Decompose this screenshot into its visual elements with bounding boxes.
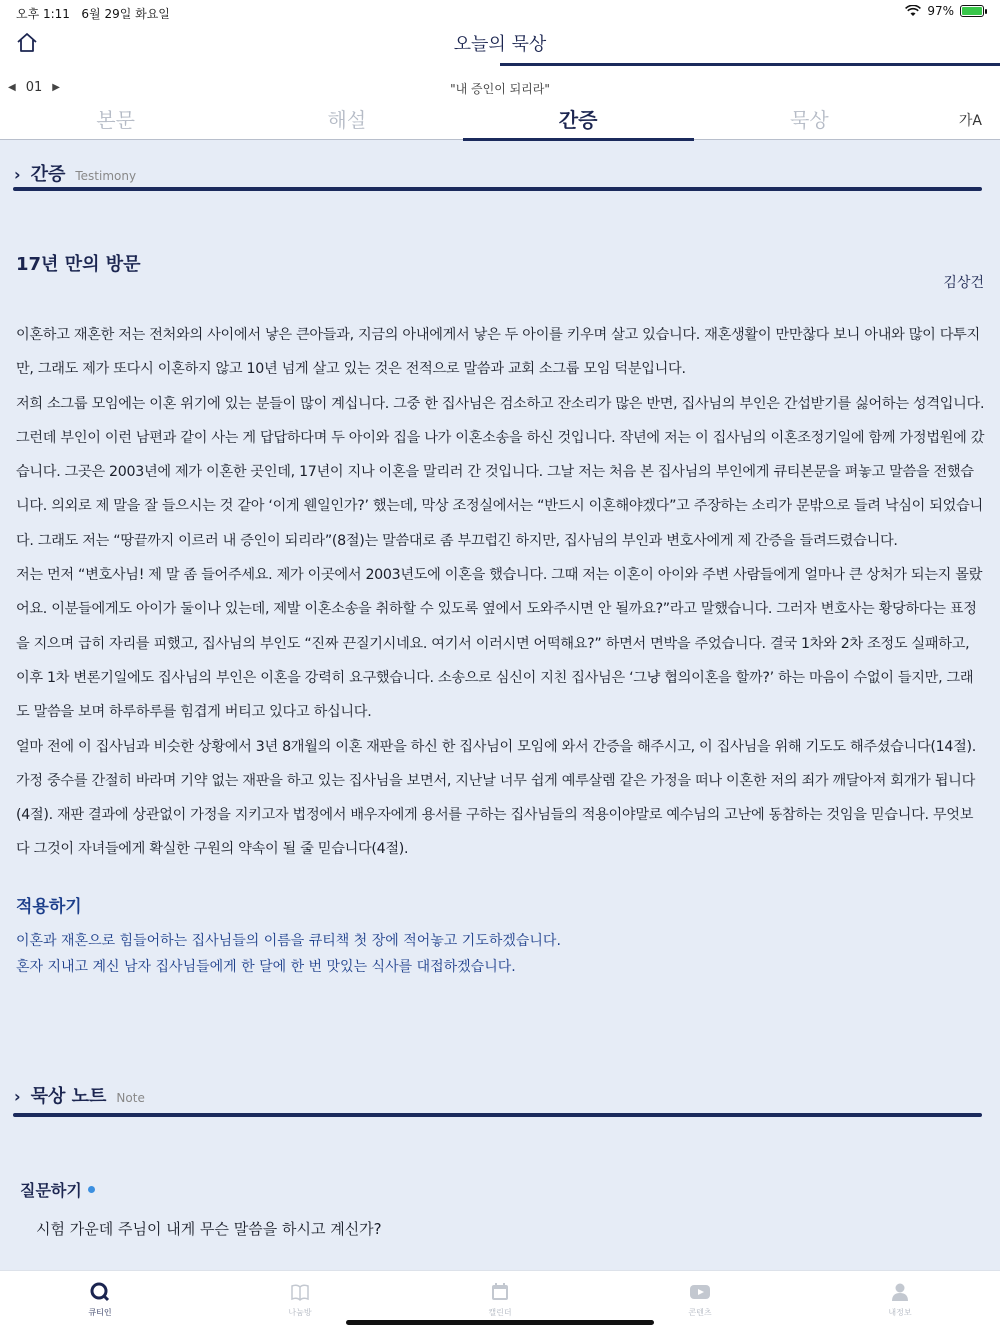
question-title-label: 질문하기	[20, 1181, 82, 1200]
next-arrow-icon[interactable]: ▶	[52, 82, 60, 93]
home-indicator[interactable]	[346, 1320, 654, 1325]
paragraph: 이혼하고 재혼한 저는 전처와의 사이에서 낳은 큰아들과, 지금의 아내에게서 낳은 두 아이를 키우며 살고 있습니다. 재혼생활이 만만찮다 보니 아내와 많이 다투지만, 그래도 제가 또다시 이혼하지 않고 10년 넘게 살고 있는 것은 전적으로 말씀과 교회 소그룹 모임 덕분입니다.	[16, 327, 980, 378]
verse-title: "내 증인이 되리라"	[450, 82, 550, 96]
apply-item: 이혼과 재혼으로 힘들어하는 집사님들의 이름을 큐티책 첫 장에 적어놓고 기도하겠습니다.	[16, 933, 561, 949]
apply-title: 적용하기	[16, 897, 82, 917]
tabbar-item-profile[interactable]	[800, 1271, 1000, 1334]
chevron-right-icon: ›	[14, 1087, 21, 1106]
translate-icon[interactable]: 가A	[958, 113, 982, 129]
article-author: 김상건	[943, 275, 984, 291]
qtin-logo-icon	[89, 1281, 111, 1303]
tab-text[interactable]: 본문	[96, 108, 135, 132]
testimony-section-subtitle: Testimony	[75, 169, 137, 183]
tab-meditation[interactable]: 묵상	[790, 108, 829, 132]
tabbar-label: 내정보	[888, 1308, 912, 1317]
section-divider	[13, 1113, 982, 1117]
tabbar-label: 캘린더	[488, 1308, 512, 1317]
sub-header	[0, 66, 1000, 140]
note-section-title: 묵상 노트	[30, 1086, 107, 1107]
dot-icon	[88, 1186, 95, 1193]
status-time	[16, 5, 170, 22]
main-content[interactable]	[0, 140, 1000, 1270]
tabbar-label: 나눔방	[288, 1308, 312, 1317]
paragraph: 저희 소그룹 모임에는 이혼 위기에 있는 분들이 많이 계십니다. 그중 한 집사님은 검소하고 잔소리가 많은 반면, 집사님의 부인은 간섭받기를 싫어하는 성격입니다. 그런데 부인이 이런 남편과 같이 사는 게 답답하다며 두 아이와 집을 나가 이혼소송을 하신 것입니다. 작년에 저는 이 집사님의 이혼조정기일에 함께 가정법원에 갔습니다. 그곳은 2003년에 제가 이혼한 곳인데, 17년이 지나 이혼을 말리러 간 것입니다. 그날 저는 처음 본 집사님의 부인에게 큐티본문을 펴놓고 말씀을 전했습니다. 의외로 제 말을 잘 들으시는 것 같아 ‘이게 웬일인가?’ 했는데, 막상 조정실에서는 “반드시 이혼해야겠다”고 주장하는 소리가 문밖으로 들려 낙심이 되었습니다. 그래도 저는 “땅끝까지 이르러 내 증인이 되리라”(8절)는 말씀대로 좀 부끄럽긴 하지만, 집사님의 부인과 변호사에게 제 간증을 들려드렸습니다.	[16, 395, 985, 549]
nav-bar	[0, 24, 1000, 66]
play-icon	[689, 1281, 711, 1303]
battery-percent: 97%	[927, 4, 954, 18]
article-title: 17년 만의 방문	[16, 254, 141, 275]
tab-bar	[0, 100, 925, 140]
status-clock: 오후 1:11	[16, 7, 70, 21]
section-divider	[13, 187, 982, 191]
prev-arrow-icon[interactable]: ◀	[8, 82, 16, 93]
book-icon	[289, 1281, 311, 1303]
page-title: 오늘의 묵상	[453, 34, 547, 55]
chevron-right-icon: ›	[14, 165, 21, 184]
question-title	[20, 1178, 95, 1201]
note-section-subtitle: Note	[116, 1091, 145, 1105]
status-date: 6월 29일 화요일	[81, 7, 170, 21]
page-number: 01	[25, 80, 43, 95]
tab-commentary[interactable]: 해설	[327, 108, 367, 132]
paragraph: 저는 먼저 “변호사님! 제 말 좀 들어주세요. 제가 이곳에서 2003년도에 이혼을 했습니다. 그때 저는 이혼이 아이와 주변 사람들에게 얼마나 큰 상처가 되는지 몰랐어요. 이분들에게도 아이가 둘이나 있는데, 제발 이혼소송을 취하할 수 있도록 옆에서 도와주시면 안 될까요?”라고 말했습니다. 그러자 변호사는 황당하다는 표정을 지으며 급히 자리를 피했고, 집사님의 부인도 “진짜 끈질기시네요. 여기서 이러시면 어떡해요?” 하면서 면박을 주었습니다. 결국 1차와 2차 조정도 실패하고, 이후 1차 변론기일에도 집사님의 부인은 이혼을 강력히 요구했습니다. 소송으로 심신이 지친 집사님은 ‘그냥 협의이혼을 할까?’ 하는 마음이 수없이 들지만, 그래도 말씀을 보며 하루하루를 힘겹게 버티고 있다고 하십니다.	[16, 567, 983, 721]
note-header[interactable]	[14, 1082, 145, 1108]
tab-testimony[interactable]: 간증	[463, 100, 694, 140]
apply-item: 혼자 지내고 계신 남자 집사님들에게 한 달에 한 번 맛있는 식사를 대접하겠습니다.	[16, 959, 516, 975]
article-body	[16, 318, 986, 867]
status-right	[905, 4, 984, 18]
apply-list	[16, 928, 561, 980]
paragraph: 얼마 전에 이 집사님과 비슷한 상황에서 3년 8개월의 이혼 재판을 하신 한 집사님이 모임에 와서 간증을 해주시고, 이 집사님을 위해 기도도 해주셨습니다(14절). 가정 중수를 간절히 바라며 기약 없는 재판을 하고 있는 집사님을 보면서, 지난날 너무 쉽게 예루살렘 같은 가정을 떠나 이혼한 저의 죄가 깨달아져 회개가 됩니다(4절). 재판 결과에 상관없이 가정을 지키고자 법정에서 배우자에게 용서를 구하는 집사님들의 적용이야말로 예수님의 고난에 동참하는 것임을 믿습니다. 무엇보다 그것이 자녀들에게 확실한 구원의 약속이 될 줄 믿습니다(4절).	[16, 738, 976, 858]
tabbar-item-qtin[interactable]	[0, 1271, 200, 1334]
tabbar-label: 큐티인	[88, 1308, 112, 1317]
testimony-header[interactable]	[14, 160, 136, 186]
tabbar-label: 콘텐츠	[688, 1308, 712, 1317]
battery-icon	[960, 5, 984, 17]
status-bar	[0, 0, 1000, 24]
question-text: 시험 가운데 주님이 내게 무슨 말씀을 하시고 계신가?	[36, 1220, 382, 1238]
person-icon	[889, 1281, 911, 1303]
wifi-icon	[905, 5, 921, 17]
calendar-icon	[489, 1281, 511, 1303]
testimony-section-title: 간증	[30, 164, 66, 185]
